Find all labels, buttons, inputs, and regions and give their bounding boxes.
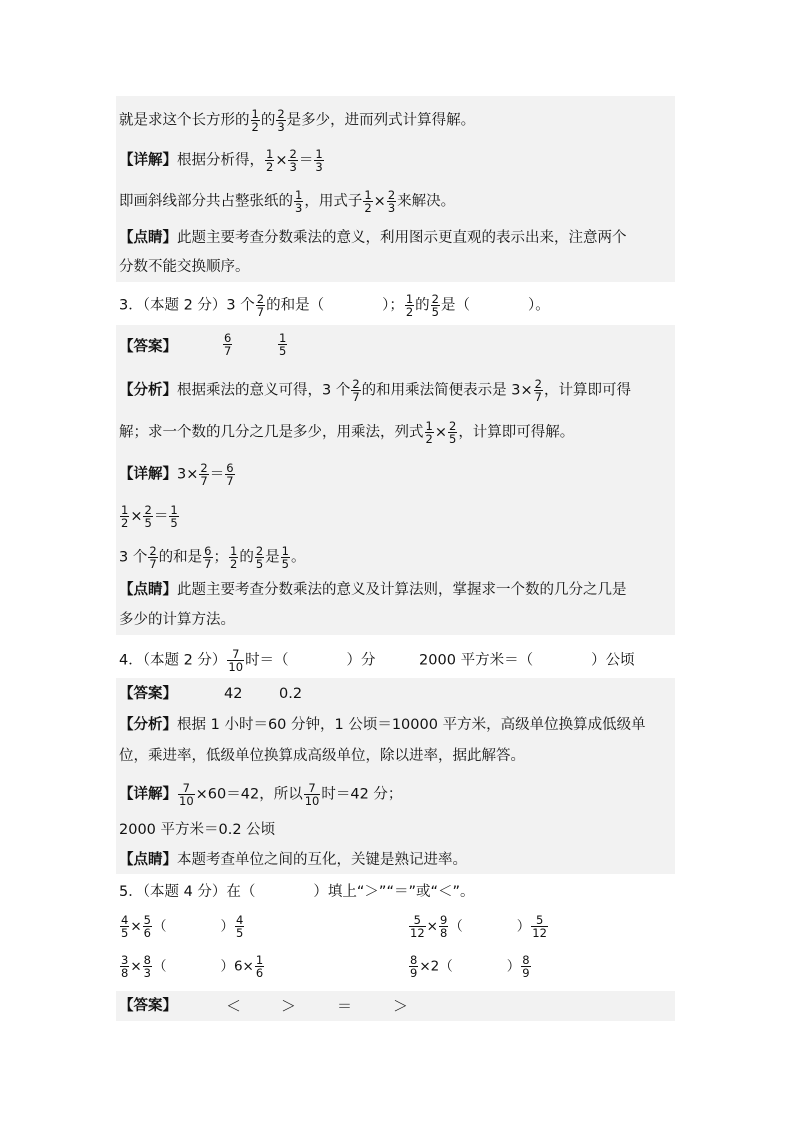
fraction: $\frac{2}{7}$ [149, 544, 157, 571]
q3-answer-1 [222, 332, 233, 357]
fraction: $\frac{2}{7}$ [534, 377, 542, 404]
fraction: $\frac{5}{12}$ [410, 913, 425, 940]
q4-tip-line: 【点睛】本题考查单位之间的互化，关键是熟记进率。 [119, 852, 467, 868]
fraction: $\frac{8}{9}$ [410, 953, 418, 980]
q5-expression-3: $\frac{3}{8}$ × $\frac{8}{3}$ （ ）6× $\frac{1}{6}$ [121, 953, 264, 980]
fraction: $\frac{8}{3}$ [143, 953, 151, 980]
fraction: $\frac{2}{7}$ [256, 292, 265, 319]
q5-expression-4: $\frac{8}{9}$ ×2（ ） $\frac{8}{9}$ [410, 953, 530, 980]
q5-answer-3: ＝ [337, 997, 353, 1015]
fraction: $\frac{1}{2}$ [266, 147, 274, 174]
q5-answer-2: ＞ [281, 997, 297, 1015]
fraction: $\frac{1}{5}$ [279, 331, 287, 358]
fraction: $\frac{1}{3}$ [315, 147, 323, 174]
fraction: $\frac{2}{3}$ [387, 188, 396, 215]
q5-expression-1: $\frac{4}{5}$ × $\frac{5}{6}$ （ ） $\frac{4}{5}$ [121, 913, 244, 940]
q4-answer-2: 0.2 [279, 686, 303, 702]
q3-tip-line-2: 多少的计算方法。 [119, 612, 235, 628]
fraction: $\frac{4}{5}$ [235, 913, 244, 940]
fraction: $\frac{2}{5}$ [448, 419, 457, 446]
q4-answer-label: 【答案】 [119, 686, 177, 702]
fraction: $\frac{5}{6}$ [143, 913, 151, 940]
fraction: $\frac{1}{5}$ [170, 503, 178, 530]
q3-analysis-line-1: 【分析】根据乘法的意义可得，3 个 $\frac{2}{7}$ 的和用乘法简便表示是 3× $\frac{2}{7}$ ，计算即可得 [119, 377, 631, 404]
fraction: $\frac{2}{5}$ [431, 292, 439, 319]
fraction: $\frac{7}{10}$ [179, 781, 194, 808]
q3-answer-2 [277, 332, 288, 357]
fraction: $\frac{1}{3}$ [295, 188, 303, 215]
fraction: $\frac{2}{7}$ [200, 461, 208, 488]
q4-analysis-line-2: 位，乘进率，低级单位换算成高级单位，除以进率，据此解答。 [119, 748, 525, 764]
q4-detail-line-2: 2000 平方米＝0.2 公顷 [119, 822, 276, 838]
fraction: $\frac{1}{2}$ [251, 107, 259, 134]
q4-solution-block [116, 678, 675, 874]
fraction: $\frac{7}{10}$ [304, 781, 320, 808]
fraction: $\frac{1}{2}$ [364, 188, 372, 215]
q3-detail-line-2: $\frac{1}{2}$ × $\frac{2}{5}$ ＝ $\frac{1}{5}$ [121, 503, 178, 530]
q2-tip-line-1: 【点睛】此题主要考查分数乘法的意义，利用图示更直观的表示出来，注意两个 [119, 230, 627, 246]
q3-answer-label: 【答案】 [119, 339, 177, 355]
q4-analysis-line-1: 【分析】根据 1 小时＝60 分钟，1 公顷＝10000 平方米，高级单位换算成低级单 [119, 717, 646, 733]
q2-tip-line-2: 分数不能交换顺序。 [119, 259, 250, 275]
fraction: $\frac{6}{7}$ [226, 461, 234, 488]
fraction: $\frac{2}{5}$ [144, 503, 152, 530]
q3-analysis-line-2: 解；求一个数的几分之几是多少，用乘法，列式 $\frac{1}{2}$ × $\frac{2}{5}$ ，计算即可得解。 [119, 419, 575, 446]
q5-answer-4: ＞ [393, 997, 409, 1015]
q4-question: 4．（本题 2 分） $\frac{7}{10}$ 时＝（ ）分 2000 平方米＝（ ）公顷 [119, 647, 635, 674]
fraction: $\frac{6}{7}$ [204, 544, 212, 571]
q3-detail-line-3: 3 个 $\frac{2}{7}$ 的和是 $\frac{6}{7}$ ； $\frac{1}{2}$ 的 $\frac{2}{5}$ 是 $\frac{1}{5}$ 。 [119, 544, 306, 571]
q5-answer-1: ＜ [226, 997, 242, 1015]
fraction: $\frac{7}{10}$ [228, 647, 244, 674]
fraction: $\frac{2}{3}$ [289, 147, 297, 174]
fraction: $\frac{1}{5}$ [281, 544, 289, 571]
q2-detail-line-2: 即画斜线部分共占整张纸的 $\frac{1}{3}$ ，用式子 $\frac{1}{2}$ × $\frac{2}{3}$ 来解决。 [119, 188, 456, 215]
fraction: $\frac{9}{8}$ [439, 913, 448, 940]
fraction: $\frac{2}{3}$ [277, 107, 285, 134]
fraction: $\frac{1}{2}$ [121, 503, 129, 530]
fraction: $\frac{1}{2}$ [405, 292, 414, 319]
q4-answer-1: 42 [224, 686, 243, 702]
q2-detail-line: 【详解】根据分析得， $\frac{1}{2}$ × $\frac{2}{3}$ ＝ $\frac{1}{3}$ [119, 147, 323, 174]
fraction: $\frac{2}{5}$ [255, 544, 264, 571]
fraction: $\frac{6}{7}$ [224, 331, 232, 358]
q4-detail-line-1: 【详解】 $\frac{7}{10}$ ×60＝42，所以 $\frac{7}{10}$ 时＝42 分； [119, 781, 403, 808]
q5-expression-2: $\frac{5}{12}$ × $\frac{9}{8}$ （ ） $\frac{5}{12}$ [410, 913, 547, 940]
q5-answer-label: 【答案】 [119, 998, 177, 1014]
fraction: $\frac{2}{7}$ [352, 377, 360, 404]
fraction: $\frac{4}{5}$ [121, 913, 129, 940]
q3-detail-line-1: 【详解】3× $\frac{2}{7}$ ＝ $\frac{6}{7}$ [119, 461, 234, 488]
q3-question: 3．（本题 2 分）3 个 $\frac{2}{7}$ 的和是（ ）； $\frac{1}{2}$ 的 $\frac{2}{5}$ 是（ ）。 [119, 292, 550, 319]
q5-question: 5．（本题 4 分）在（ ）填上“＞”“＝”或“＜”。 [119, 884, 475, 900]
fraction: $\frac{5}{12}$ [532, 913, 547, 940]
fraction: $\frac{1}{2}$ [425, 419, 433, 446]
fraction: $\frac{3}{8}$ [121, 953, 129, 980]
fraction: $\frac{1}{2}$ [230, 544, 238, 571]
q2-analysis-line: 就是求这个长方形的 $\frac{1}{2}$ 的 $\frac{2}{3}$ 是多少，进而列式计算得解。 [119, 107, 476, 134]
q3-tip-line-1: 【点睛】此题主要考查分数乘法的意义及计算法则，掌握求一个数的几分之几是 [119, 582, 627, 598]
fraction: $\frac{8}{9}$ [522, 953, 530, 980]
fraction: $\frac{1}{6}$ [255, 953, 264, 980]
